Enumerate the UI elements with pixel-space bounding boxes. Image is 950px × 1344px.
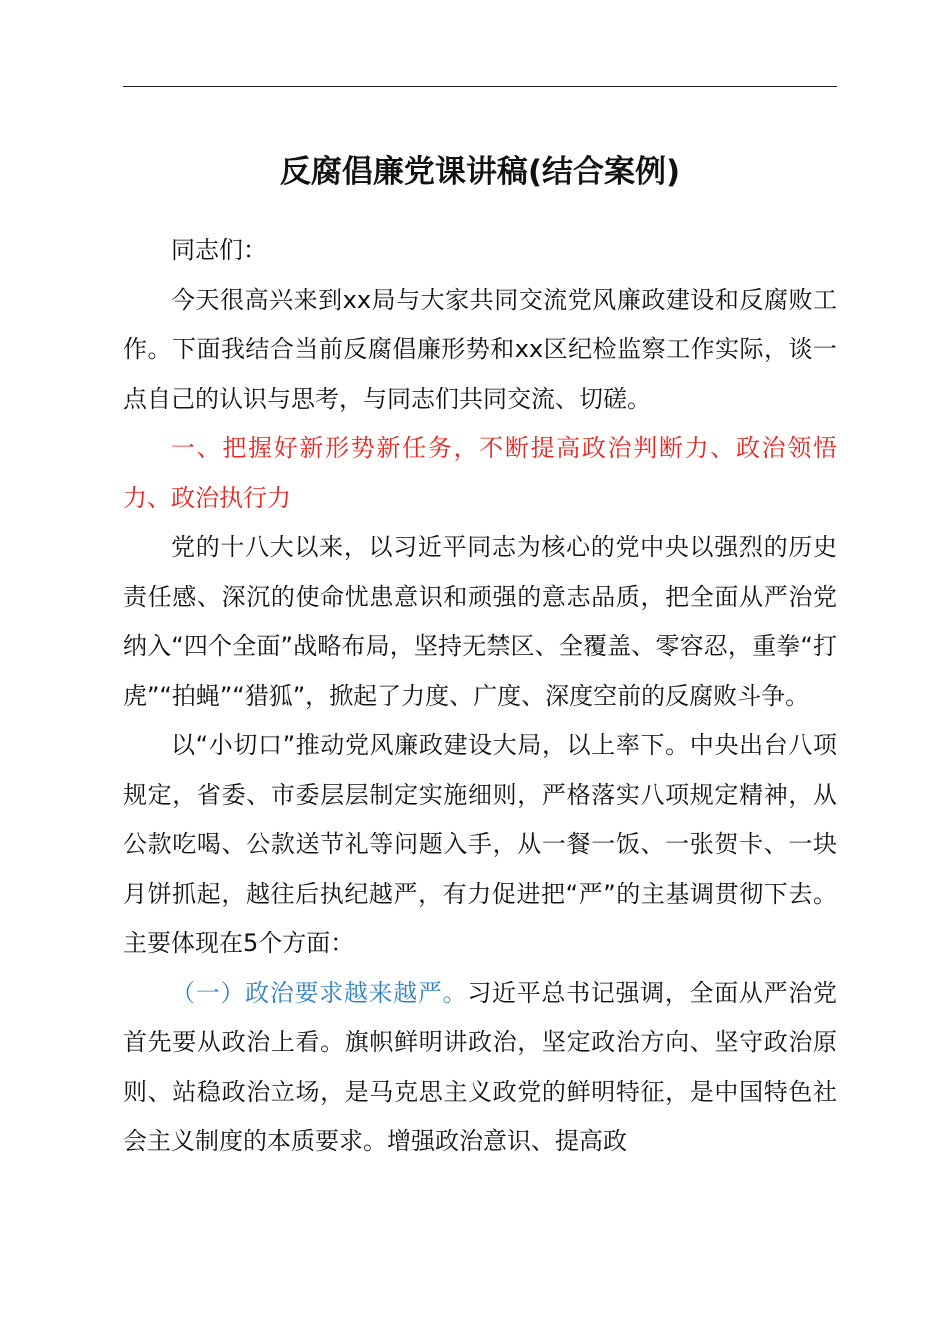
intro-paragraph: 今天很高兴来到xx局与大家共同交流党风廉政建设和反腐败工作。下面我结合当前反腐倡廉形势和xx区纪检监察工作实际，谈一点自己的认识与思考，与同志们共同交流、切磋。: [123, 285, 837, 413]
subsection-heading-1: （一）政治要求越来越严。: [171, 978, 468, 1007]
subsection-paragraph-1: [123, 969, 837, 1167]
paragraph-1: 党的十八大以来，以习近平同志为核心的党中央以强烈的历史责任感、深沉的使命忧患意识和顽强的意志品质，把全面从严治党纳入“四个全面”战略布局，坚持无禁区、全覆盖、零容忍，重拳“打虎”“拍蝇”“猎狐”，掀起了力度、广度、深度空前的反腐败斗争。: [123, 533, 837, 710]
subsection-body-1: 习近平总书记强调，全面从严治党首先要从政治上看。旗帜鲜明讲政治，坚定政治方向、坚守政治原则、站稳政治立场，是马克思主义政党的鲜明特征，是中国特色社会主义制度的本质要求。增强政治意识、提高政: [123, 978, 838, 1155]
paragraph-2: 以“小切口”推动党风廉政建设大局，以上率下。中央出台八项规定，省委、市委层层制定实施细则，严格落实八项规定精神，从公款吃喝、公款送节礼等问题入手，从一餐一饭、一张贺卡、一块月饼抓起，越往后执纪越严，有力促进把“严”的主基调贯彻下去。主要体现在5个方面：: [123, 731, 837, 957]
section-heading-1: 一、把握好新形势新任务，不断提高政治判断力、政治领悟力、政治执行力: [123, 434, 837, 512]
header-rule: [123, 86, 837, 87]
document-title: 反腐倡廉党课讲稿(结合案例): [279, 154, 681, 190]
document-body: [123, 226, 837, 1167]
greeting: 同志们：: [171, 236, 267, 264]
